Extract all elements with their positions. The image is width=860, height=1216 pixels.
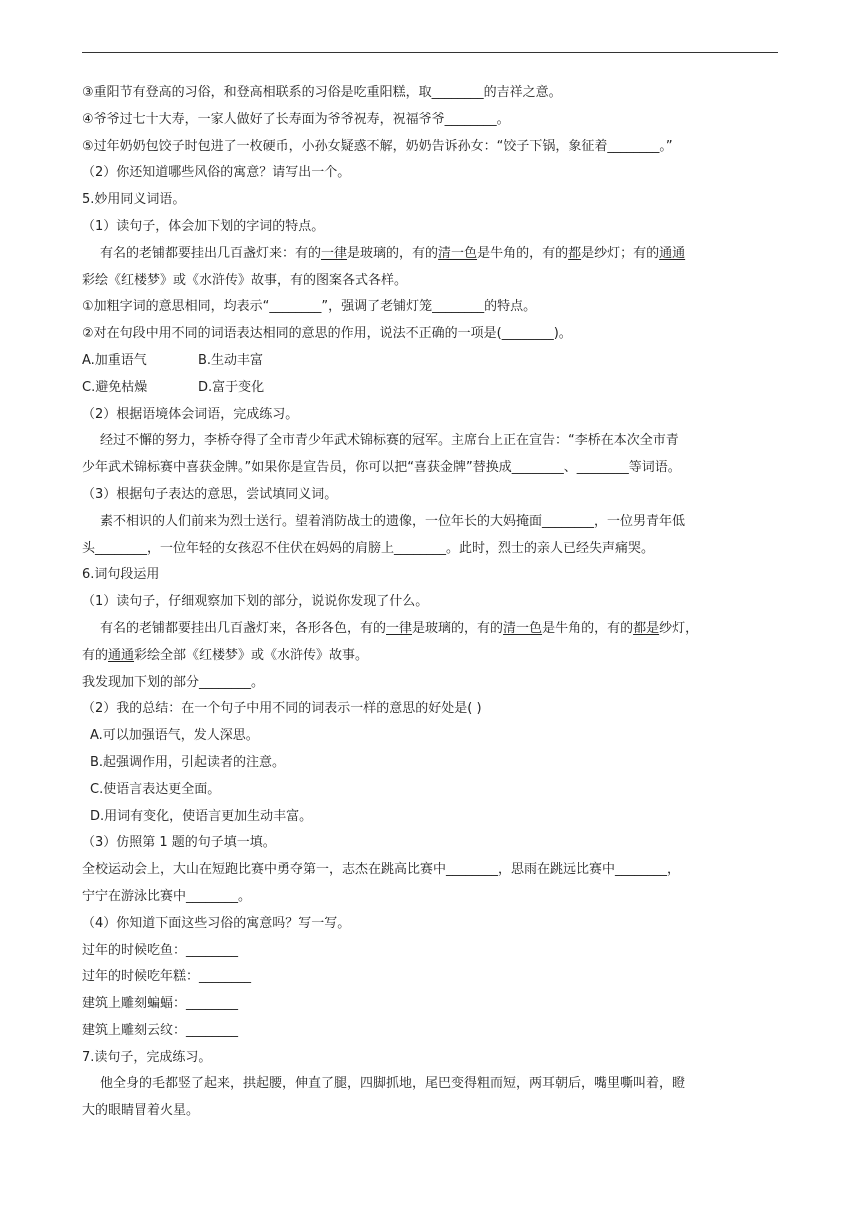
sub-question-2: ②对在句段中用不同的词语表达相同的意思的作用，说法不正确的一项是(________)。: [82, 326, 572, 342]
option-a: A.可以加强语气，发人深思。: [90, 728, 259, 744]
item-3-text: ③重阳节有登高的习俗，和登高相联系的习俗是吃重阳糕，取________的吉祥之意。: [82, 85, 562, 100]
option-b: B.起强调作用，引起读者的注意。: [90, 754, 286, 770]
option-a: A.加重语气: [82, 352, 147, 368]
passage-text: 有名的老铺都要挂出几百盏灯来：有的: [100, 245, 322, 261]
passage-line: 彩绘《红楼梦》或《水浒传》故事，有的图案各式各样。: [82, 272, 408, 288]
passage-line: 宁宁在游泳比赛中________。: [82, 888, 252, 904]
item-4-text: ④爷爷过七十大寿，一家人做好了长寿面为爷爷祝寿，祝福爷爷________。: [82, 111, 510, 127]
question-1-prompt: （1）读句子，仔细观察加下划的部分，说说你发现了什么。: [82, 594, 429, 610]
passage-text: 彩绘全部《红楼梦》或《水浒传》故事。: [134, 647, 369, 663]
underlined-word: 都是: [633, 620, 660, 636]
option-b: B.生动丰富: [198, 352, 264, 368]
question-2-prompt: （2）你还知道哪些风俗的寓意？请写出一个。: [82, 165, 351, 181]
option-d: D.富于变化: [198, 379, 265, 395]
section-5-heading: 5.妙用同义词语。: [82, 192, 186, 208]
option-c: C.避免枯燥: [82, 379, 148, 395]
passage-text: 是玻璃的，有的: [347, 245, 439, 261]
passage-line: 头________，一位年轻的女孩忍不住伏在妈妈的肩膀上________。此时，烈士的亲人已经失声痛哭。: [82, 540, 655, 556]
passage-line: [82, 643, 782, 670]
section-7-heading: 7.读句子，完成练习。: [82, 1049, 212, 1065]
underlined-word: 通通: [659, 245, 686, 261]
passage-line: 大的眼睛冒着火星。: [82, 1103, 200, 1119]
passage-line: 全校运动会上，大山在短跑比赛中勇夺第一，志杰在跳高比赛中________，思雨在跳远比赛中________，: [82, 862, 681, 878]
passage-text: 有名的老铺都要挂出几百盏灯来，各形各色，有的: [100, 620, 387, 636]
section-6-heading: 6.词句段运用: [82, 567, 160, 583]
custom-item: 过年的时候吃年糕：________: [82, 969, 252, 985]
underlined-word: 清一色: [503, 620, 543, 636]
question-1-prompt: （1）读句子，体会加下划的字词的特点。: [82, 218, 325, 234]
item-5-text: ⑤过年奶奶包饺子时包进了一枚硬币，小孙女疑惑不解，奶奶告诉孙女：“饺子下锅，象征着________。”: [82, 138, 673, 154]
passage-line: [82, 616, 782, 643]
answer-line: 我发现加下划的部分________。: [82, 674, 265, 690]
passage-text: 有的: [82, 647, 109, 663]
custom-item: 建筑上雕刻云纹：________: [82, 1022, 239, 1038]
passage-line: 经过不懈的努力，李桥夺得了全市青少年武术锦标赛的冠军。主席台上正在宣告：“李桥在本次全市青: [100, 433, 679, 449]
passage-text: 纱灯，: [659, 620, 699, 636]
passage-line: 他全身的毛都竖了起来，拱起腰，伸直了腿，四脚抓地，尾巴变得粗而短，两耳朝后，嘴里嘶叫着，瞪: [100, 1076, 686, 1092]
question-2-prompt: （2）我的总结：在一个句子中用不同的词表示一样的意思的好处是( ): [82, 701, 482, 717]
custom-item: 建筑上雕刻蝙蝠：________: [82, 996, 239, 1012]
option-row: [82, 375, 782, 402]
passage-line: 少年武术锦标赛中喜获金牌。”如果你是宣告员，你可以把“喜获金牌”替换成________、________等词语。: [82, 460, 681, 476]
passage-text: 是牛角的，有的: [477, 245, 569, 261]
underlined-word: 通通: [108, 647, 135, 663]
passage-text: 是牛角的，有的: [542, 620, 634, 636]
option-d: D.用词有变化，使语言更加生动丰富。: [90, 808, 313, 824]
underlined-word: 清一色: [438, 245, 478, 261]
underlined-word: 一律: [386, 620, 413, 636]
question-2-prompt: （2）根据语境体会词语，完成练习。: [82, 406, 299, 422]
underlined-word: 一律: [321, 245, 348, 261]
custom-item: 过年的时候吃鱼：________: [82, 942, 239, 958]
passage-text: 是纱灯；有的: [581, 245, 660, 261]
question-3-prompt: （3）仿照第 1 题的句子填一填。: [82, 835, 276, 851]
header-rule: [82, 52, 778, 53]
option-row: [82, 348, 782, 375]
option-c: C.使语言表达更全面。: [90, 781, 221, 797]
passage-text: 是玻璃的，有的: [412, 620, 504, 636]
sub-question-1: ①加粗字词的意思相同，均表示“________”，强调了老铺灯笼________的特点。: [82, 299, 537, 315]
underlined-word: 都: [568, 245, 582, 261]
passage-line: 素不相识的人们前来为烈士送行。望着消防战士的遗像，一位年长的大妈掩面________，一位男青年低: [100, 513, 686, 529]
question-3-prompt: （3）根据句子表达的意思，尝试填同义词。: [82, 486, 338, 502]
worksheet-page: [82, 80, 782, 1125]
question-4-prompt: （4）你知道下面这些习俗的寓意吗？写一写。: [82, 915, 351, 931]
passage-line: [82, 241, 782, 268]
